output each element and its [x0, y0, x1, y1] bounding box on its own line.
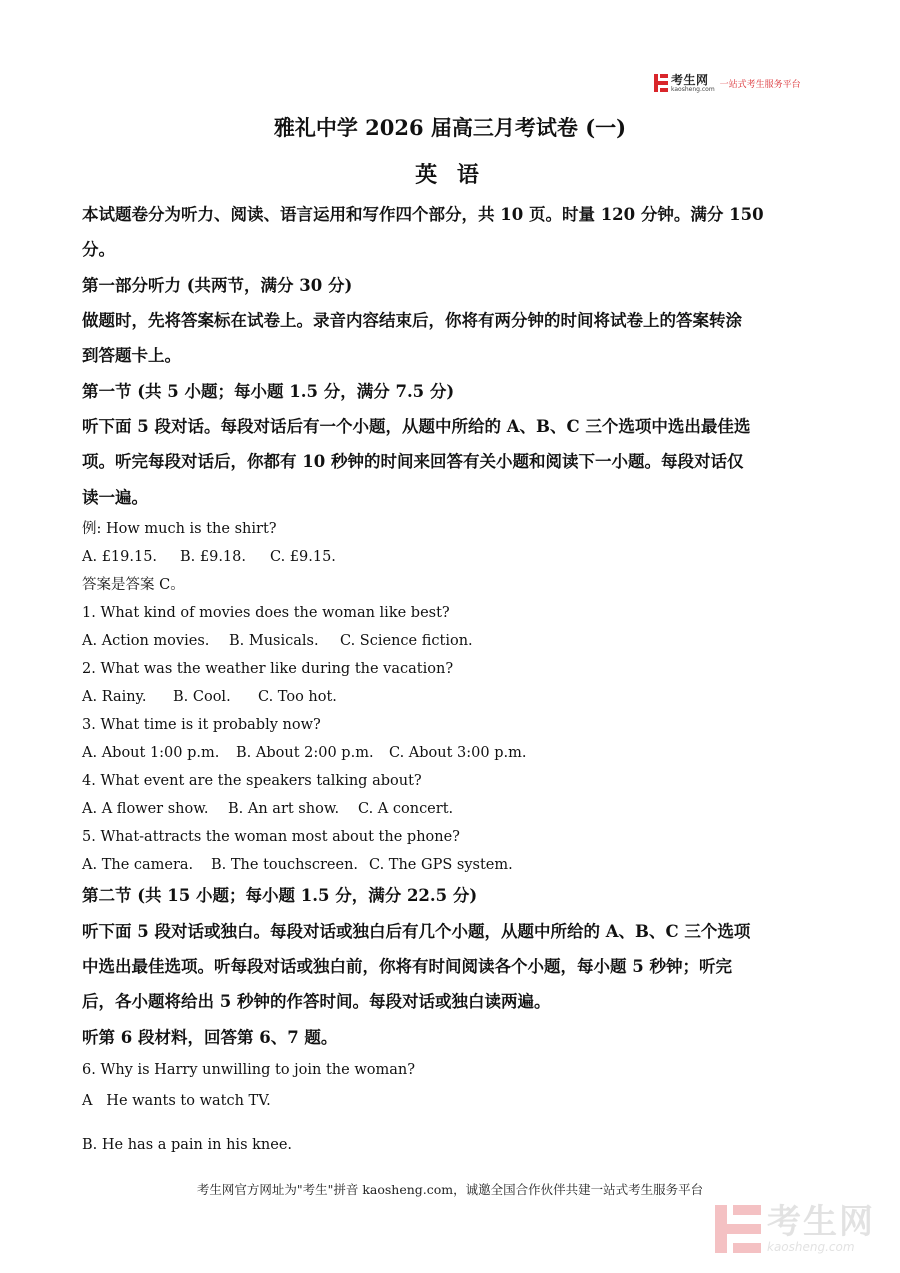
intro-line-2: 分。: [82, 240, 115, 259]
question-6: 6. Why is Harry unwilling to join the woman?: [82, 1062, 415, 1078]
question-3: 3. What time is it probably now?: [82, 717, 321, 733]
example-answer: 答案是答案 C。: [82, 577, 185, 593]
example-question: 例: How much is the shirt?: [82, 521, 277, 537]
header-logo[interactable]: [654, 72, 801, 94]
section2-heading: 第二节 (共 15 小题；每小题 1.5 分，满分 22.5 分): [82, 886, 478, 905]
part1-instruction-1: 做题时，先将答案标在试卷上。录音内容结束后，你将有两分钟的时间将试卷上的答案转涂: [82, 311, 742, 330]
section1-instruction-2: 项。听完每段对话后，你都有 10 秒钟的时间来回答有关小题和阅读下一小题。每段对话仅: [82, 452, 744, 471]
question-5: 5. What-attracts the woman most about the phone?: [82, 829, 460, 845]
section2-instruction-3: 后，各小题将给出 5 秒钟的作答时间。每段对话或独白读两遍。: [82, 992, 551, 1011]
question-3-option-c: C. About 3:00 p.m.: [389, 745, 527, 761]
question-2: 2. What was the weather like during the vacation?: [82, 661, 454, 677]
footer-note: 考生网官方网址为"考生"拼音 kaosheng.com，诚邀全国合作伙伴共建一站式考生服务平台: [196, 1182, 704, 1197]
kaosheng-logo-icon: [654, 74, 668, 92]
example-options: [82, 548, 336, 566]
question-5-option-b: B. The touchscreen.: [211, 857, 359, 873]
question-1-option-c: C. Science fiction.: [340, 633, 473, 649]
question-5-option-a: A. The camera.: [82, 857, 194, 873]
header-slogan: 一站式考生服务平台: [719, 79, 801, 90]
section1-heading: 第一节 (共 5 小题；每小题 1.5 分，满分 7.5 分): [82, 382, 455, 401]
question-3-option-a: A. About 1:00 p.m.: [82, 745, 220, 761]
watermark: [715, 1202, 875, 1254]
question-6-option-a: A He wants to watch TV.: [82, 1093, 271, 1109]
question-5-option-c: C. The GPS system.: [369, 857, 513, 873]
question-4-option-a: A. A flower show.: [82, 801, 209, 817]
question-5-options: [82, 856, 513, 874]
question-6-option-b: B. He has a pain in his knee.: [82, 1137, 293, 1153]
part1-instruction-2: 到答题卡上。: [82, 346, 181, 365]
section1-instruction-3: 读一遍。: [82, 488, 148, 507]
material-6-heading: 听第 6 段材料，回答第 6、7 题。: [82, 1028, 338, 1047]
section1-instruction-1: 听下面 5 段对话。每段对话后有一个小题，从题中所给的 A、B、C 三个选项中选出最佳选: [82, 417, 751, 436]
watermark-brand-name: 考生网: [767, 1202, 875, 1242]
question-1: 1. What kind of movies does the woman like best?: [82, 605, 450, 621]
question-4: 4. What event are the speakers talking about?: [82, 773, 422, 789]
question-4-option-c: C. A concert.: [358, 801, 454, 817]
question-3-option-b: B. About 2:00 p.m.: [236, 745, 374, 761]
question-2-option-a: A. Rainy.: [82, 689, 147, 705]
header-brand-name: 考生网: [671, 72, 709, 87]
intro-line-1: 本试题卷分为听力、阅读、语言运用和写作四个部分，共 10 页。时量 120 分钟。满分 150: [82, 205, 764, 224]
part1-heading: 第一部分听力 (共两节，满分 30 分): [82, 276, 353, 295]
example-option-b: B. £9.18.: [180, 549, 246, 565]
question-4-options: [82, 800, 453, 818]
section2-instruction-1: 听下面 5 段对话或独白。每段对话或独白后有几个小题，从题中所给的 A、B、C 三个选项: [82, 922, 751, 941]
section2-instruction-2: 中选出最佳选项。听每段对话或独白前，你将有时间阅读各个小题，每小题 5 秒钟；听完: [82, 957, 732, 976]
question-1-option-a: A. Action movies.: [82, 633, 210, 649]
page-title: 雅礼中学 2026 届高三月考试卷 (一): [273, 115, 627, 140]
example-option-c: C. £9.15.: [270, 549, 336, 565]
question-2-option-c: C. Too hot.: [258, 689, 337, 705]
watermark-brand-domain: kaosheng.com: [767, 1240, 855, 1254]
header-brand-domain: kaosheng.com: [671, 85, 715, 93]
question-2-option-b: B. Cool.: [173, 689, 231, 705]
question-1-options: [82, 632, 473, 650]
example-option-a: A. £19.15.: [82, 549, 158, 565]
kaosheng-watermark-icon: [715, 1205, 761, 1253]
subject-title: 英 语: [415, 162, 485, 188]
question-4-option-b: B. An art show.: [228, 801, 340, 817]
question-3-options: [82, 744, 526, 762]
question-2-options: [82, 688, 337, 706]
question-1-option-b: B. Musicals.: [229, 633, 319, 649]
